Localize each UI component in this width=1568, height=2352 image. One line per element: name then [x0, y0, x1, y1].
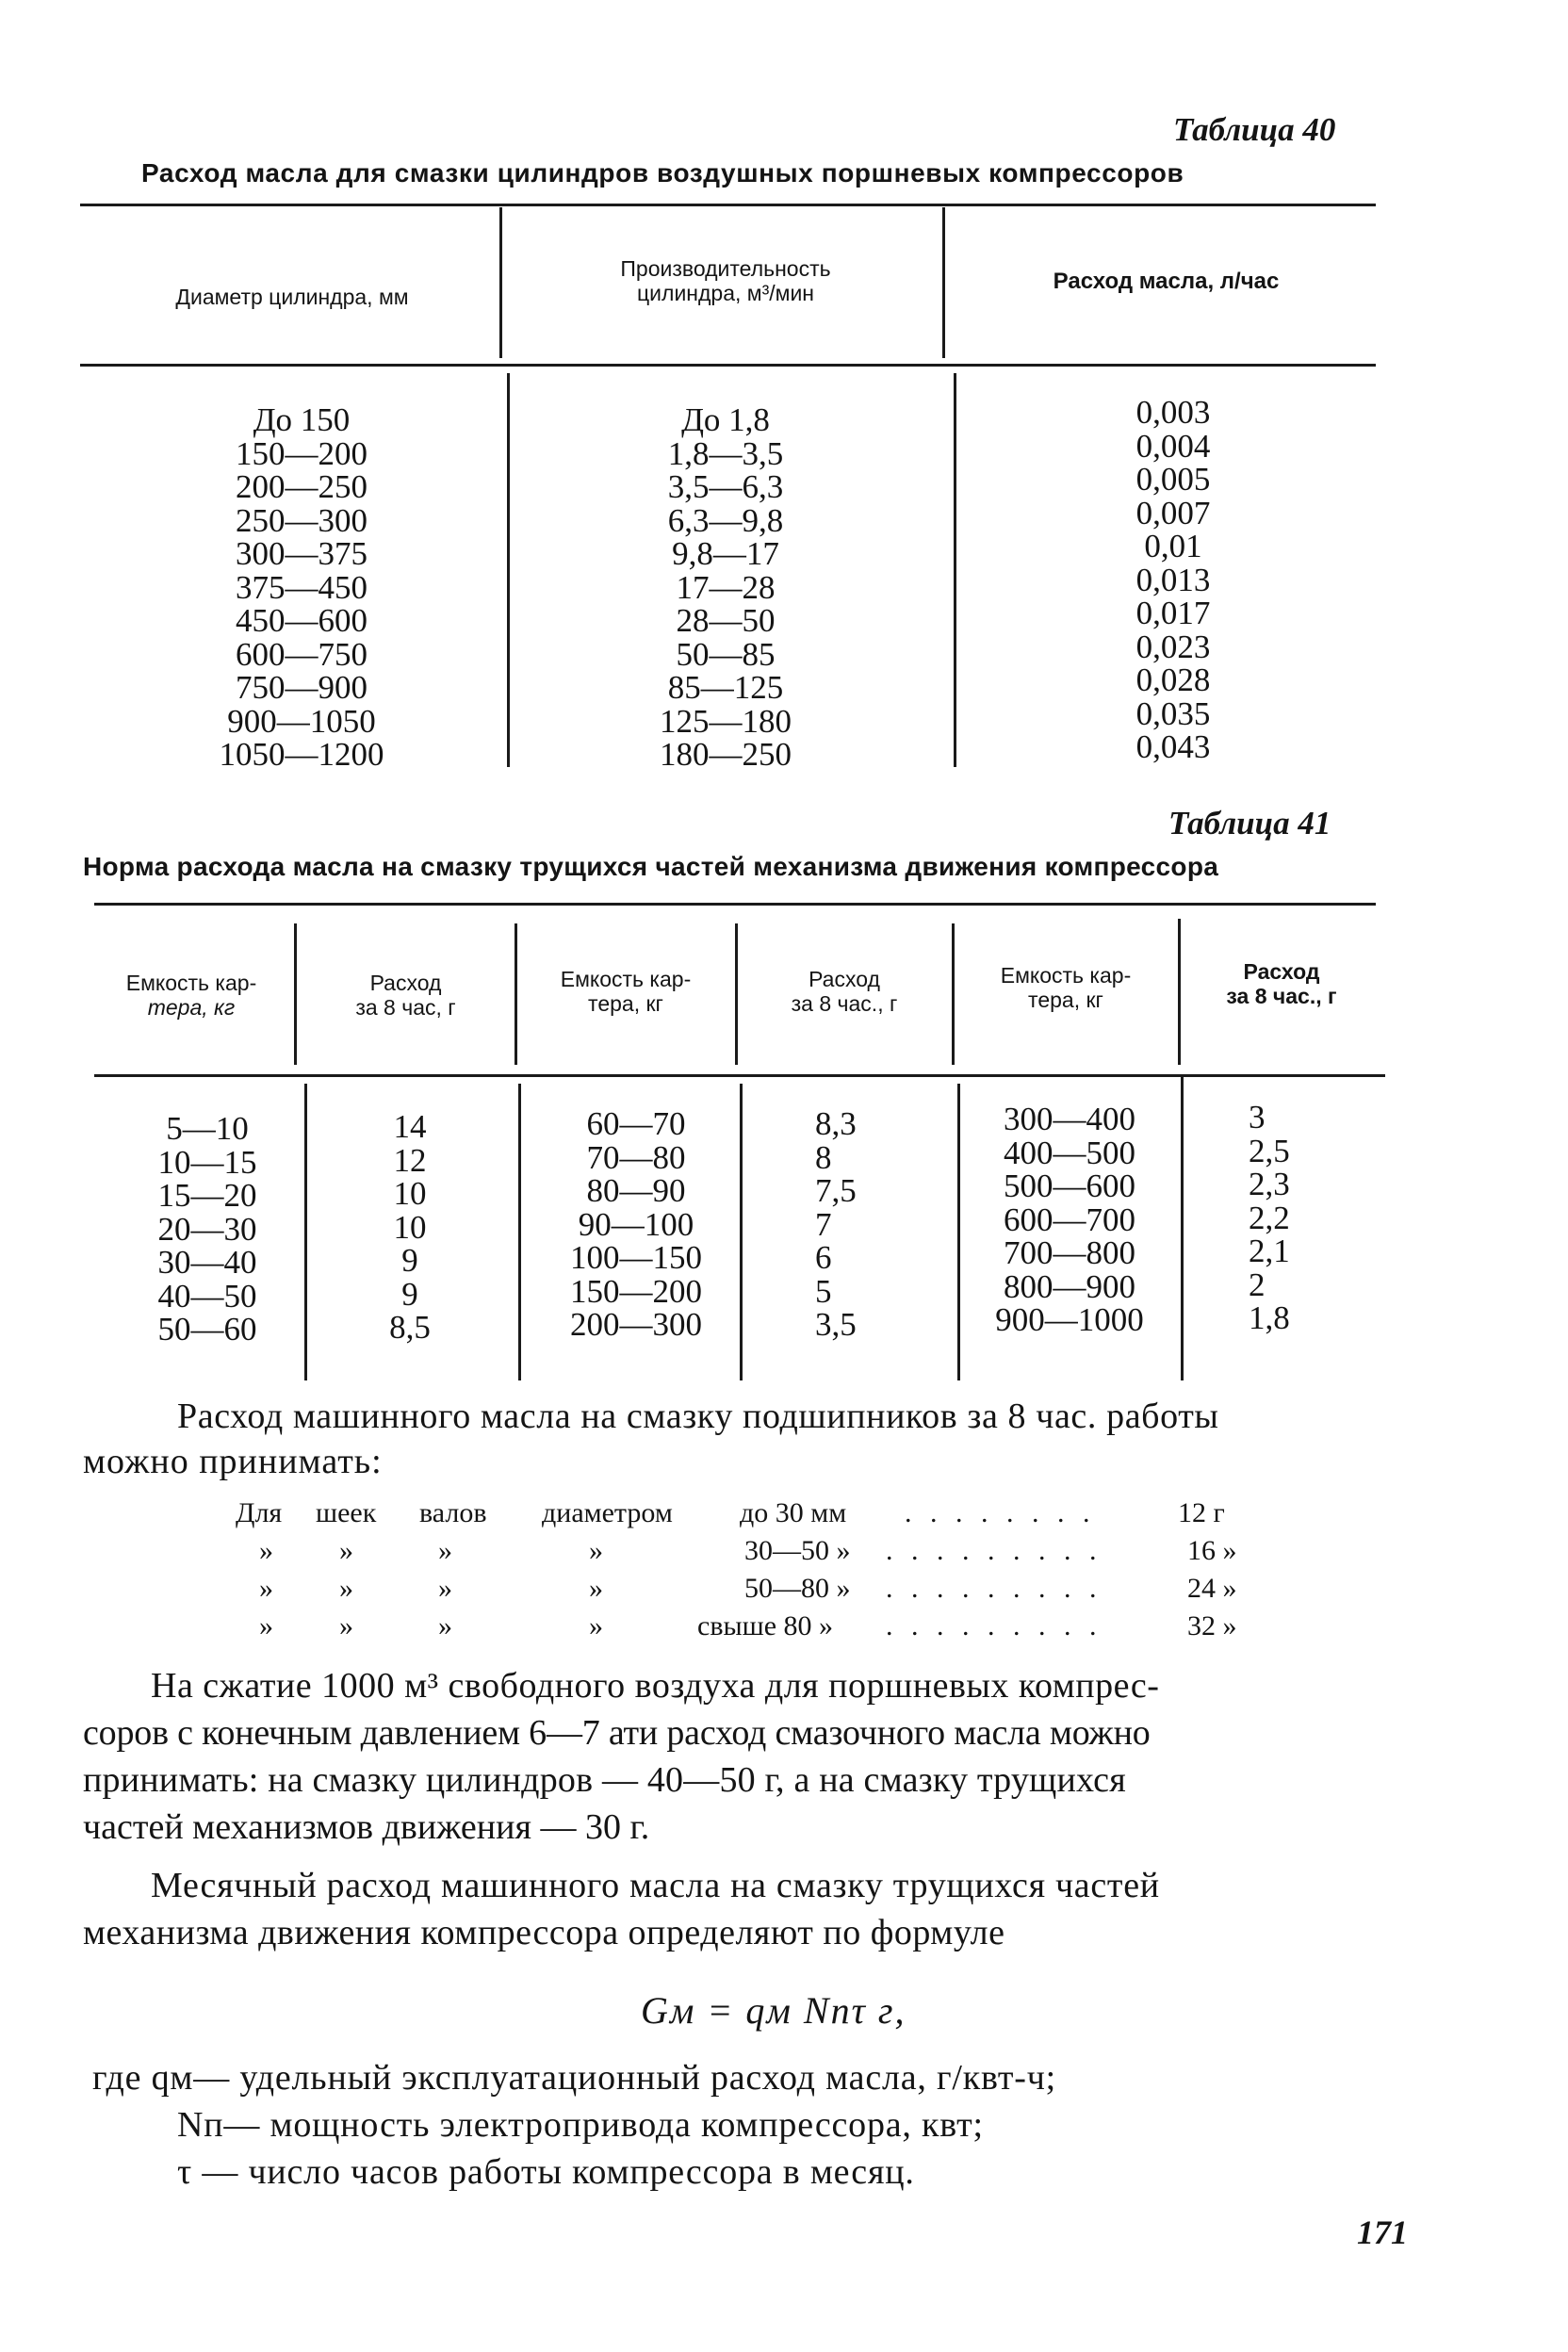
- bearings-value: 32 »: [1187, 1610, 1237, 1642]
- paragraph-line: механизма движения компрессора определяют по формуле: [83, 1913, 1005, 1952]
- table41-header-capacity-2: [518, 967, 733, 1016]
- table41-cell: 60—70: [586, 1105, 686, 1142]
- formula: Gм = qм Nпτ г,: [641, 1989, 906, 2032]
- table41-cell: 10—15: [157, 1143, 257, 1181]
- table41-cell: 14: [393, 1108, 427, 1145]
- table40-cell: 375—450: [236, 568, 368, 606]
- bearings-cell: Для: [236, 1497, 283, 1528]
- table41-col-usage-3: [1249, 1101, 1324, 1335]
- paragraph-line: принимать: на смазку цилиндров — 40—50 г, а на смазку трущихся: [83, 1760, 1126, 1800]
- table41-cell: 100—150: [570, 1239, 702, 1276]
- table40-header-rule: [80, 364, 1376, 367]
- table41-col-usage-1: [349, 1110, 471, 1345]
- table41-cell: 2,1: [1249, 1233, 1290, 1269]
- table41-cell: 6: [815, 1239, 832, 1276]
- table41-header-text: Расход: [369, 971, 442, 995]
- table41-cell: 400—500: [1004, 1134, 1135, 1171]
- table40-cell: 0,005: [1135, 461, 1211, 498]
- table40-cell: 150—200: [236, 434, 368, 472]
- bearings-line-1: Расход машинного масла на смазку подшипников за 8 час. работы: [177, 1396, 1219, 1436]
- table40-cell: 17—28: [676, 568, 776, 606]
- table41-header-usage-1: [300, 971, 512, 1020]
- table40-cell: 3,5—6,3: [667, 468, 784, 505]
- table41-cell: 30—40: [157, 1244, 257, 1281]
- bearings-cell: »: [259, 1610, 273, 1642]
- table41-cell: 90—100: [578, 1205, 694, 1243]
- table40-cell: 0,004: [1135, 427, 1211, 465]
- table40-col-diameter: [188, 403, 415, 772]
- table41-divider-4: [952, 923, 955, 1065]
- table41-cell: 800—900: [1004, 1267, 1135, 1305]
- table40-divider-4: [954, 373, 956, 767]
- table40-cell: 0,023: [1135, 628, 1211, 665]
- table41-header-text: за 8 час, г: [355, 995, 456, 1020]
- table41-cell: 7: [815, 1205, 832, 1243]
- table40-top-rule: [80, 204, 1376, 206]
- table40-cell: 200—250: [236, 468, 368, 505]
- bearings-cell: »: [339, 1573, 353, 1604]
- table41-divider-6: [304, 1084, 307, 1380]
- bearings-value: 24 »: [1187, 1573, 1237, 1604]
- table41-cell: 9: [401, 1275, 418, 1313]
- table41-cell: 9: [401, 1242, 418, 1279]
- legend-line: где qм— удельный эксплуатационный расход масла, г/квт-ч;: [92, 2058, 1056, 2098]
- bearings-leader: . . . . . . . .: [905, 1497, 1096, 1528]
- table40-cell: 85—125: [667, 669, 784, 706]
- bearings-cell: валов: [419, 1497, 487, 1528]
- table41-cell: 80—90: [586, 1172, 686, 1209]
- bearings-cell: »: [259, 1535, 273, 1566]
- paragraph-line: соров с конечным давлением 6—7 ати расход смазочного масла можно: [83, 1713, 1151, 1753]
- bearings-range: 30—50 »: [744, 1535, 851, 1566]
- table40-cell: 1050—1200: [219, 736, 384, 773]
- table41-cell: 600—700: [1004, 1200, 1135, 1238]
- table41-cell: 10: [393, 1208, 427, 1246]
- table41-header-text: Емкость кар-: [560, 967, 692, 991]
- table40-cell: 0,01: [1144, 528, 1202, 564]
- table41-cell: 700—800: [1004, 1234, 1135, 1271]
- table41-cell: 10: [393, 1175, 427, 1212]
- table41-cell: 300—400: [1004, 1101, 1135, 1137]
- table40-cell: 6,3—9,8: [667, 501, 784, 539]
- table41-header-text: Расход: [1243, 959, 1320, 984]
- bearings-cell: »: [438, 1610, 452, 1642]
- table40-col-capacity: [622, 403, 829, 772]
- table40-cell: 0,003: [1135, 394, 1211, 431]
- bearings-range: до 30 мм: [740, 1497, 847, 1528]
- table41-cell: 7,5: [815, 1172, 857, 1209]
- table40-cell: 900—1050: [227, 702, 376, 740]
- table41-cell: 200—300: [570, 1306, 702, 1343]
- table41-cell: 20—30: [157, 1210, 257, 1248]
- table41-col-capacity-3: [980, 1102, 1159, 1337]
- table41-header-text: тера, кг: [1028, 988, 1103, 1012]
- table41-col-usage-2: [815, 1107, 890, 1342]
- bearings-cell: »: [589, 1535, 603, 1566]
- table41-cell: 2,5: [1249, 1132, 1290, 1169]
- paragraph-line: Месячный расход машинного масла на смазку трущихся частей: [151, 1866, 1160, 1905]
- table40-cell: 0,017: [1135, 595, 1211, 631]
- table41-header-capacity-1: [92, 971, 290, 1020]
- table41-cell: 150—200: [570, 1272, 702, 1310]
- page-number: 171: [1357, 2213, 1408, 2251]
- table41-header-rule: [94, 1074, 1385, 1077]
- table40-label: Таблица 40: [1173, 111, 1336, 148]
- table40-cell: 0,007: [1135, 494, 1211, 531]
- table41-cell: 2,2: [1249, 1199, 1290, 1236]
- bearings-cell: »: [259, 1573, 273, 1604]
- table41-top-rule: [94, 903, 1376, 906]
- bearings-line-2: можно принимать:: [83, 1442, 383, 1481]
- table40-header-diameter: Диаметр цилиндра, мм: [175, 285, 409, 309]
- table41-cell: 5: [815, 1272, 832, 1310]
- bearings-cell: »: [339, 1535, 353, 1566]
- table41-cell: 1,8: [1249, 1299, 1290, 1336]
- table41-header-text: Расход: [808, 967, 880, 991]
- table40-cell: 250—300: [236, 501, 368, 539]
- table41-divider-1: [294, 923, 297, 1065]
- table41-divider-3: [735, 923, 738, 1065]
- bearings-leader: . . . . . . . . .: [886, 1573, 1102, 1604]
- table40-cell: 0,028: [1135, 662, 1211, 698]
- table40-header-capacity: [514, 256, 938, 305]
- table41-header-text: Емкость кар-: [1000, 963, 1132, 988]
- table40-cell: До 150: [253, 401, 351, 438]
- table40-cell: 50—85: [676, 635, 776, 673]
- bearings-cell: диаметром: [542, 1497, 673, 1528]
- table41-header-text: Емкость кар-: [125, 971, 257, 995]
- paragraph-line: На сжатие 1000 м³ свободного воздуха для поршневых компрес-: [151, 1666, 1160, 1706]
- table40-cell: 0,035: [1135, 694, 1211, 732]
- bearings-leader: . . . . . . . . .: [886, 1535, 1102, 1566]
- bearings-range: 50—80 »: [744, 1573, 851, 1604]
- table41-header-usage-3: [1183, 959, 1380, 1008]
- table40-col-oil: [1093, 396, 1253, 764]
- table41-cell: 5—10: [166, 1110, 249, 1147]
- table40-header-capacity-line2: цилиндра, м³/мин: [637, 281, 814, 305]
- table40-cell: 1,8—3,5: [667, 434, 784, 472]
- table41-label: Таблица 41: [1168, 805, 1331, 841]
- table40-cell: 750—900: [236, 669, 368, 706]
- table41-divider-10: [1181, 1074, 1184, 1380]
- table41-header-text: за 8 час., г: [1226, 984, 1337, 1008]
- table41-cell: 3,5: [815, 1306, 857, 1343]
- table40-cell: 300—375: [236, 535, 368, 572]
- table41-cell: 900—1000: [995, 1301, 1144, 1338]
- table40-cell: 0,013: [1135, 561, 1211, 598]
- bearings-leader: . . . . . . . . .: [886, 1610, 1102, 1642]
- table41-col-capacity-2: [551, 1107, 721, 1342]
- table41-cell: 15—20: [157, 1177, 257, 1214]
- table41-divider-9: [957, 1084, 960, 1380]
- table41-header-text: тера, кг: [147, 995, 236, 1020]
- table41-divider-7: [518, 1084, 521, 1380]
- table41-col-capacity-1: [132, 1112, 283, 1347]
- table40-cell: 600—750: [236, 635, 368, 673]
- bearings-cell: »: [339, 1610, 353, 1642]
- table40-divider-2: [942, 207, 945, 358]
- table41-header-capacity-3: [956, 963, 1175, 1012]
- table41-divider-8: [740, 1084, 743, 1380]
- table40-cell: 450—600: [236, 602, 368, 639]
- bearings-range: свыше 80 »: [697, 1610, 834, 1642]
- bearings-cell: »: [589, 1573, 603, 1604]
- table41-cell: 40—50: [157, 1277, 257, 1315]
- table41-cell: 50—60: [157, 1311, 257, 1348]
- table40-cell: 180—250: [660, 736, 792, 773]
- table41-cell: 12: [393, 1141, 427, 1179]
- table41-header-text: за 8 час., г: [791, 991, 898, 1016]
- table41-cell: 500—600: [1004, 1168, 1135, 1204]
- table40-divider-1: [499, 207, 502, 358]
- legend-line: Nп— мощность электропривода компрессора, квт;: [177, 2105, 984, 2145]
- table41-cell: 3: [1249, 1099, 1266, 1135]
- table40-header-oil: Расход масла, л/час: [1053, 269, 1280, 294]
- bearings-value: 12 г: [1178, 1497, 1225, 1528]
- table41-divider-2: [514, 923, 517, 1065]
- table40-title: Расход масла для смазки цилиндров воздушных поршневых компрессоров: [141, 158, 1184, 188]
- table40-cell: 28—50: [676, 602, 776, 639]
- table41-cell: 70—80: [586, 1138, 686, 1176]
- table40-cell: 0,043: [1135, 728, 1211, 765]
- table41-divider-5: [1178, 919, 1181, 1065]
- bearings-cell: »: [589, 1610, 603, 1642]
- table41-header-usage-2: [740, 967, 949, 1016]
- table41-cell: 2: [1249, 1266, 1266, 1303]
- table40-cell: 9,8—17: [672, 535, 779, 572]
- table41-header-text: тера, кг: [588, 991, 663, 1016]
- bearings-value: 16 »: [1187, 1535, 1237, 1566]
- table41-title: Норма расхода масла на смазку трущихся частей механизма движения компрессора: [83, 852, 1219, 881]
- table40-divider-3: [507, 373, 510, 767]
- table41-cell: 8: [815, 1138, 832, 1176]
- paragraph-line: частей механизмов движения — 30 г.: [83, 1807, 650, 1847]
- table41-cell: 8,5: [389, 1309, 431, 1346]
- table40-header-capacity-line1: Производительность: [620, 256, 831, 281]
- bearings-cell: шеек: [316, 1497, 377, 1528]
- table40-cell: 125—180: [660, 702, 792, 740]
- bearings-cell: »: [438, 1573, 452, 1604]
- table41-cell: 2,3: [1249, 1166, 1290, 1202]
- bearings-cell: »: [438, 1535, 452, 1566]
- table41-cell: 8,3: [815, 1105, 857, 1142]
- legend-line: τ — число часов работы компрессора в месяц.: [177, 2152, 915, 2192]
- table40-cell: До 1,8: [681, 401, 770, 438]
